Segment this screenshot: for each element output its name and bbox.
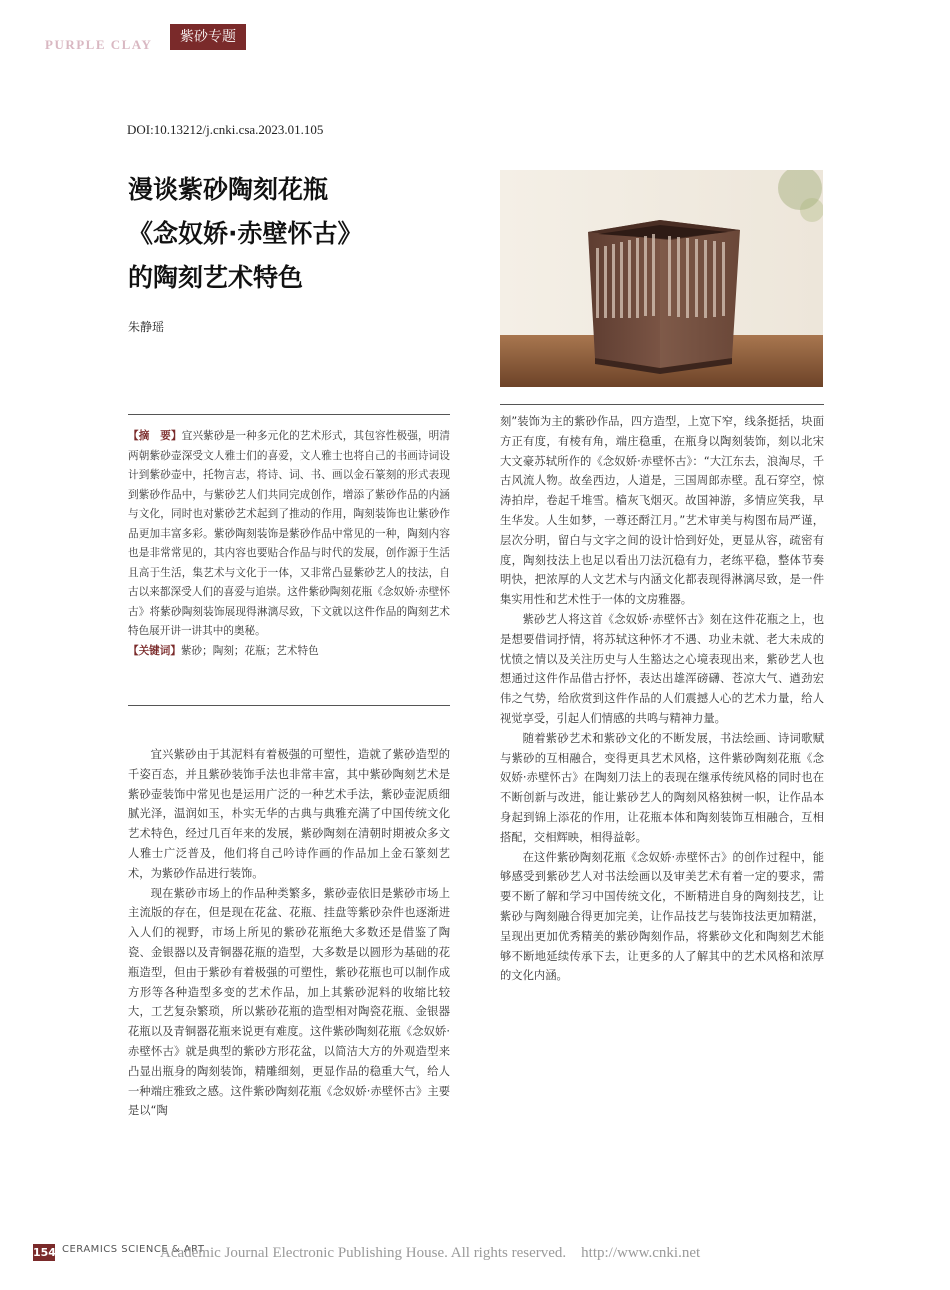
journal-name: CERAMICS SCIENCE & ART xyxy=(62,1244,205,1255)
keywords-label: 【关键词】 xyxy=(128,644,181,657)
page-number: 154 xyxy=(33,1246,56,1259)
abstract-top-rule xyxy=(128,414,450,415)
keywords-text: 紫砂；陶刻；花瓶；艺术特色 xyxy=(180,644,319,657)
section-tag: 紫砂专题 xyxy=(170,24,246,50)
abstract-label: 【摘 要】 xyxy=(128,430,182,442)
body-left-column xyxy=(128,745,450,1121)
body-paragraph-5: 随着紫砂艺术和紫砂文化的不断发展，书法绘画、诗词歌赋与紫砂的互相融合，变得更具艺术风格，这件紫砂陶刻花瓶《念奴娇·赤壁怀古》在陶刻刀法上的表现在继承传统风格的同时也在不断创新与改进，能让紫砂艺人的陶刻风格独树一帜，让作品本身起到锦上添花的作用，让花瓶本体和陶刻装饰互相融合，互相搭配，交相辉映，相得益彰。 xyxy=(500,731,824,844)
title-line-1: 漫谈紫砂陶刻花瓶 xyxy=(128,175,329,204)
body-paragraph-3: 刻”装饰为主的紫砂作品，四方造型，上宽下窄，线条挺括，块面方正有度，有棱有角，端庄稳重，在瓶身以陶刻装饰，刻以北宋大文豪苏轼所作的《念奴娇·赤壁怀古》：“大江东去，浪淘尽，千古风流人物。故垒西边，人道是，三国周郎赤壁。乱石穿空，惊涛拍岸，卷起千堆雪。樯灰飞烟灭。故国神游，多情应笑我，早生华发。人生如梦，一尊还酹江月。”艺术审美与构图布局严谨，层次分明，留白与文字之间的设计恰到好处，更显从容，疏密有度，陶刻技法上也足以看出刀法沉稳有力，老练平稳，整体节奏明快，把浓厚的人文艺术与内涵文化都表现得淋漓尽致，是一件集实用性和艺术性于一体的文房雅器。 xyxy=(500,415,824,607)
title-line-3: 的陶刻艺术特色 xyxy=(128,263,304,292)
body-paragraph-6: 在这件紫砂陶刻花瓶《念奴娇·赤壁怀古》的创作过程中，能够感受到紫砂艺人对书法绘画以及审美艺术有着一定的要求，需要不断了解和学习中国传统文化，不断精进自身的陶刻技艺，让紫砂与陶刻融合得更加完美，让作品技艺与装饰技法更加精湛，呈现出更加优秀精美的紫砂陶刻作品，将紫砂文化和陶刻艺术能够不断地延续传承下去，让更多的人了解其中的艺术风格和浓厚的文化内涵。 xyxy=(500,850,824,983)
abstract-paragraph xyxy=(128,427,450,642)
section-label-en: PURPLE CLAY xyxy=(45,37,153,52)
cnki-copyright: Academic Journal Electronic Publishing House. All rights reserved. http://www.cnki.net xyxy=(160,1245,701,1261)
abstract-bottom-rule xyxy=(128,705,450,706)
body-paragraph-4: 紫砂艺人将这首《念奴娇·赤壁怀古》刻在这件花瓶之上，也是想要借词抒情，将苏轼这种怀才不遇、功业未就、老大未成的忧愤之情以及关注历史与人生豁达之心境表现出来，紫砂艺人也想通过这件作品借古抒怀，表达出雄浑磅礴、苍凉大气、遒劲宏伟之气势，给欣赏到这件作品的人们震撼人心的艺术力量，给人视觉享受，引起人们情感的共鸣与精神力量。 xyxy=(500,612,824,725)
abstract xyxy=(128,427,450,661)
body-paragraph-2: 现在紫砂市场上的作品种类繁多，紫砂壶依旧是紫砂市场上主流版的存在，但是现在花盆、花瓶、挂盘等紫砂杂件也逐渐进入人们的视野，市场上所见的紫砂花瓶绝大多数还是借鉴了陶瓷、金银器以及青铜器花瓶的造型，大多数是以圆形为基础的花瓶造型，但由于紫砂有着极强的可塑性，紫砂花瓶也可以制作成方形等各种造型多变的艺术作品，加上其紫砂泥料的收缩比较大，工艺复杂繁琐，所以紫砂花瓶的造型相对陶瓷花瓶、金银器花瓶以及青铜器花瓶来说更有难度。这件紫砂陶刻花瓶《念奴娇·赤壁怀古》就是典型的紫砂方形花盆，以简洁大方的外观造型来凸显出瓶身的陶刻装饰，精雕细刻，更显作品的稳重大气，给人一种端庄雅致之感。这件紫砂陶刻花瓶《念奴娇·赤壁怀古》主要是以“陶 xyxy=(128,886,450,1118)
keywords-paragraph xyxy=(128,642,450,662)
body-right-column xyxy=(500,412,824,986)
article-title xyxy=(128,168,458,300)
doi: DOI:10.13212/j.cnki.csa.2023.01.105 xyxy=(127,122,324,137)
abstract-text: 宜兴紫砂是一种多元化的艺术形式，其包容性极强，明清两朝紫砂壶深受文人雅士们的喜爱，文人雅士也将自己的书画诗词设计到紫砂壶中，托物言志，将诗、词、书、画以金石篆刻的形式表现到紫砂作品中，与紫砂艺人们共同完成创作，增添了紫砂作品的内涵与文化，同时也对紫砂艺术起到了推动的作用，陶刻装饰也让紫砂作品更加丰富多彩。紫砂陶刻装饰是紫砂作品中常见的一种，陶刻内容也是非常常见的，其内容也要贴合作品与时代的发展，创作源于生活且高于生活，集艺术与文化于一体，又非常凸显紫砂艺人的技法，自古以来都深受人们的喜爱与追崇。这件紫砂陶刻花瓶《念奴娇·赤壁怀古》将紫砂陶刻装饰展现得淋漓尽致，下文就以这件作品的陶刻艺术特色展开讲一讲其中的奥秘。 xyxy=(128,430,451,637)
author: 朱静瑶 xyxy=(128,320,165,334)
vase-photo xyxy=(500,170,823,387)
body-paragraph-1: 宜兴紫砂由于其泥料有着极强的可塑性，造就了紫砂造型的千姿百态，并且紫砂装饰手法也非常丰富，其中紫砂陶刻艺术是紫砂壶装饰中常见也是运用广泛的一种艺术手法，紫砂壶泥质细腻光泽，温润如玉，朴实无华的古典与典雅充满了中国传统文化艺术特色，经过几百年来的发展，紫砂陶刻在清朝时期被众多文人雅士广泛普及，他们将自己吟诗作画的作品加上金石篆刻艺术，为紫砂作品进行装饰。 xyxy=(128,748,450,880)
title-line-2: 《念奴娇·赤壁怀古》 xyxy=(128,219,363,248)
right-column-top-rule xyxy=(500,404,824,405)
